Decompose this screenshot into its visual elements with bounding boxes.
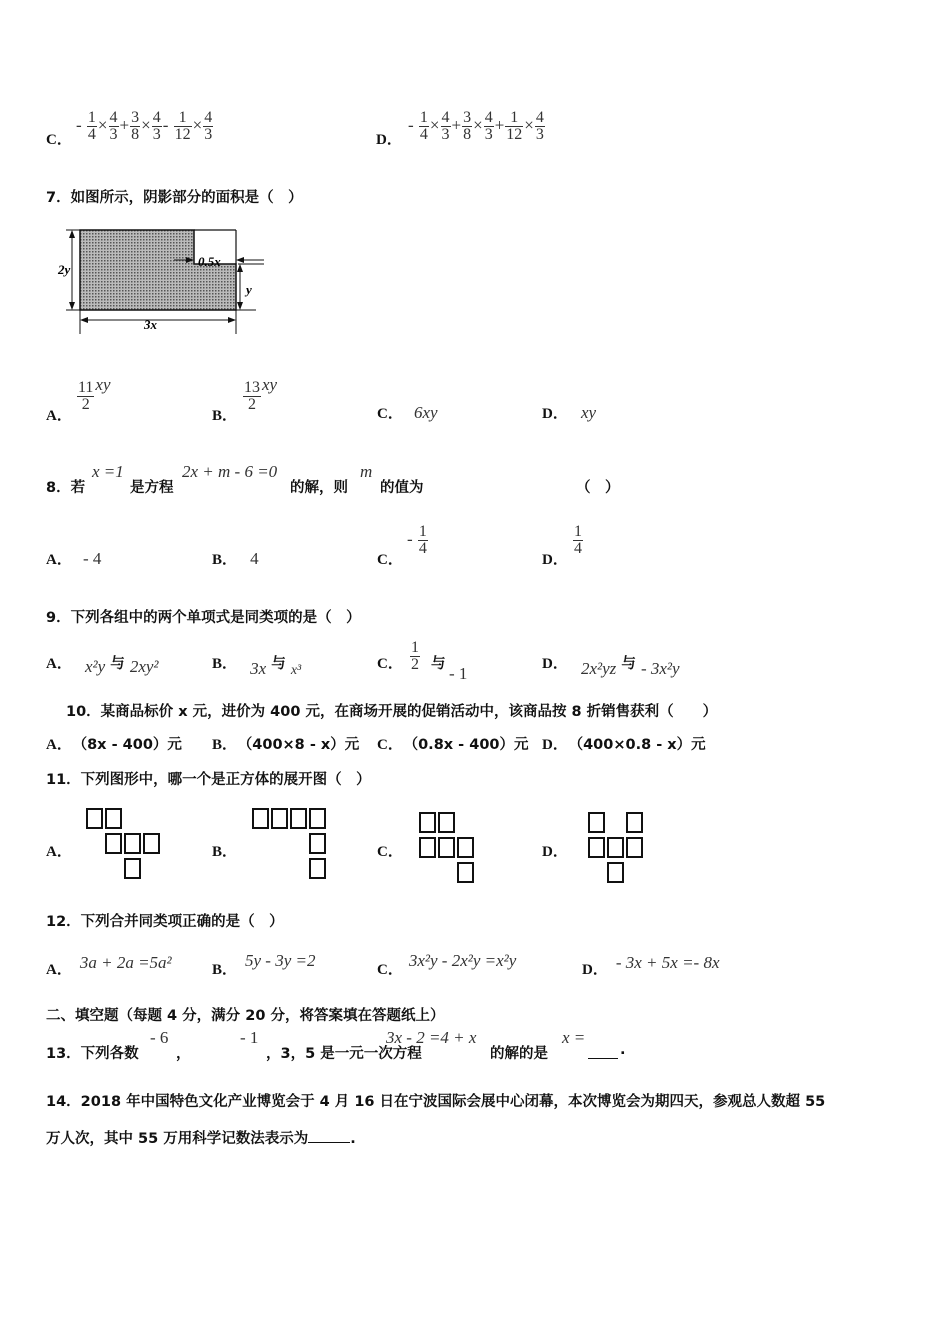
- term-a: 3x: [250, 659, 267, 678]
- q11-option-c[interactable]: [377, 800, 517, 890]
- option-label: B．: [212, 656, 238, 672]
- q8-stem: 8．若 x =1 是方程 2x + m - 6 =0 的解，则 m 的值为 （ ）: [46, 462, 620, 496]
- option-label: B．: [212, 844, 238, 860]
- q12-option-a[interactable]: [46, 953, 172, 979]
- option-label: D．: [582, 962, 608, 978]
- conj: 与: [431, 656, 446, 672]
- q9-stem: 9．下列各组中的两个单项式是同类项的是（ ）: [46, 610, 361, 626]
- q11-option-d[interactable]: [542, 800, 682, 890]
- option-expr: 4: [250, 549, 259, 568]
- fig-label-y: y: [246, 282, 252, 297]
- option-label: A．: [46, 552, 72, 568]
- q11-option-b[interactable]: [212, 800, 352, 890]
- option-expr: $\frac{1}{4}$: [574, 523, 582, 557]
- option-label: C．: [377, 656, 403, 672]
- option-label: B．: [212, 408, 238, 424]
- option-label: D．: [542, 844, 568, 860]
- option-expr: - 3x + 5x =- 8x: [615, 953, 720, 972]
- q9-option-a[interactable]: [46, 652, 159, 676]
- option-expr: 6xy: [413, 403, 438, 422]
- option-text: （0.8x - 400）元: [410, 737, 529, 753]
- option-expr: 3a + 2a =5a²: [79, 953, 172, 972]
- term-b: 2xy²: [129, 657, 159, 676]
- option-expr: - $\frac{1}{4}$: [407, 523, 427, 557]
- q8-option-b[interactable]: [212, 548, 259, 569]
- term-a: 2x²yz: [580, 659, 617, 678]
- option-text: （400×0.8 - x）元: [575, 737, 706, 753]
- term-b: - 1: [449, 664, 468, 683]
- q7-stem: 7．如图所示，阴影部分的面积是（ ）: [46, 190, 303, 206]
- q12-option-b[interactable]: [212, 951, 316, 979]
- option-label: A．: [46, 737, 72, 753]
- option-label: C．: [377, 552, 403, 568]
- q13-stem: 13．下列各数 - 6 ， - 1 ，3，5 是一元一次方程 3x - 2 =4 + x 的解的是 x = .: [46, 1028, 626, 1062]
- fig-label-2y: 2y: [58, 262, 71, 277]
- option-label: C．: [377, 844, 403, 860]
- option-label: A．: [46, 844, 72, 860]
- option-expr: $\frac{11}{2}$ xy: [78, 375, 111, 413]
- q7-option-c[interactable]: [377, 402, 438, 423]
- q10-option-b[interactable]: [212, 733, 359, 754]
- option-text: （8x - 400）元: [79, 737, 182, 753]
- option-label: D．: [542, 737, 568, 753]
- q9-option-b[interactable]: [212, 652, 302, 678]
- q12-option-c[interactable]: [377, 951, 517, 979]
- q10-option-d[interactable]: [542, 733, 706, 754]
- option-label: D．: [542, 406, 568, 422]
- section-heading: 二、填空题（每题 4 分，满分 20 分，将答案填在答题纸上）: [46, 1008, 445, 1024]
- q10-option-c[interactable]: [377, 733, 529, 754]
- option-label: A．: [46, 656, 72, 672]
- option-expr: xy: [580, 403, 597, 422]
- option-label: B．: [212, 552, 238, 568]
- q11-stem: 11．下列图形中，哪一个是正方体的展开图（ ）: [46, 772, 371, 788]
- option-label: D．: [542, 656, 568, 672]
- option-label: A．: [46, 408, 72, 424]
- option-text: （400×8 - x）元: [245, 737, 360, 753]
- fig-label-0.5x: 0.5x: [198, 254, 221, 269]
- option-expr: $\frac{13}{2}$ xy: [244, 375, 278, 413]
- conj: 与: [110, 656, 125, 672]
- option-expr: 3x²y - 2x²y =x²y: [408, 951, 517, 970]
- option-expr: 5y - 3y =2: [245, 951, 316, 970]
- q12-stem: 12．下列合并同类项正确的是（ ）: [46, 914, 284, 930]
- term-a: x²y: [84, 657, 106, 676]
- q7-figure: [56, 224, 276, 339]
- q10-stem: 10．某商品标价 x 元，进价为 400 元，在商场开展的促销活动中，该商品按 8 折销售获利（ ）: [66, 704, 718, 720]
- option-label: B．: [212, 962, 238, 978]
- term-a: $\frac{1}{2}$: [411, 639, 419, 673]
- option-expr: - 4: [82, 549, 102, 568]
- option-label: C．: [377, 962, 403, 978]
- option-label: B．: [212, 737, 238, 753]
- term-b: x³: [290, 663, 302, 678]
- option-label: D．: [542, 552, 568, 568]
- q10-option-a[interactable]: [46, 733, 182, 754]
- q11-option-a[interactable]: [46, 800, 186, 890]
- conj: 与: [621, 656, 636, 672]
- option-label: C．: [377, 737, 403, 753]
- conj: 与: [271, 656, 286, 672]
- q7-option-d[interactable]: [542, 402, 596, 423]
- option-label: A．: [46, 962, 72, 978]
- q8-option-a[interactable]: [46, 548, 101, 569]
- option-label: C．: [377, 406, 403, 422]
- q12-option-d[interactable]: [582, 953, 720, 979]
- term-b: - 3x²y: [640, 659, 680, 678]
- q9-option-d[interactable]: [542, 652, 680, 678]
- q14-line2: 万人次，其中 55 万用科学记数法表示为 .: [46, 1131, 356, 1147]
- expression: - $\frac{1}{4}$ × $\frac{4}{3}$ + $\frac{3}{8}$ × $\frac{4}{3}$ - $\frac{1}{12}$ × $\frac{4}{3}$: [76, 109, 213, 143]
- fig-label-3x: 3x: [144, 317, 157, 332]
- option-label: C．: [46, 132, 72, 148]
- q14-line1: 14．2018 年中国特色文化产业博览会于 4 月 16 日在宁波国际会展中心闭幕，本次博览会为期四天，参观总人数超 55: [46, 1094, 826, 1110]
- expression: - $\frac{1}{4}$ × $\frac{4}{3}$ + $\frac{3}{8}$ × $\frac{4}{3}$ + $\frac{1}{12}$ × $\frac{4}{3}$: [408, 109, 544, 143]
- option-label: D．: [376, 132, 402, 148]
